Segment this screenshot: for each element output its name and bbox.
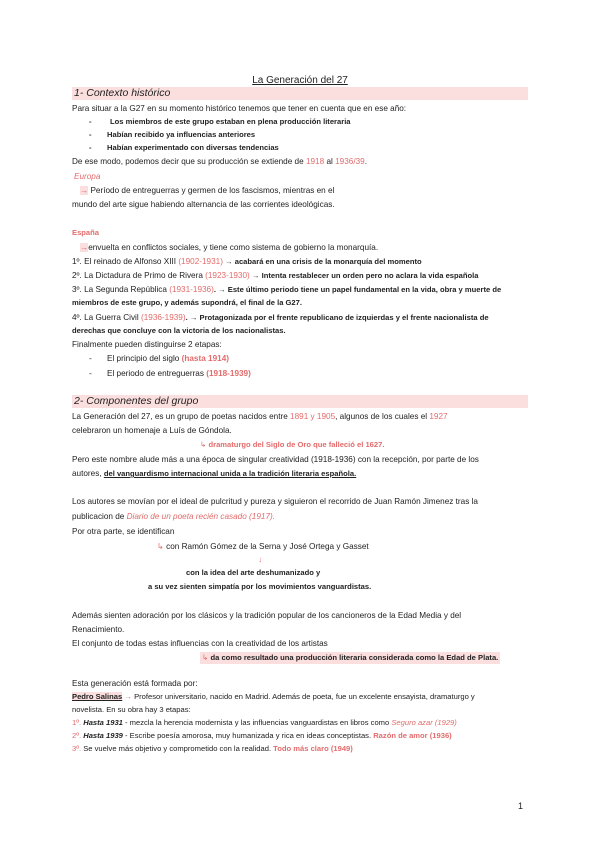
section-heading-context: 1- Contexto histórico — [72, 87, 528, 100]
espana-item-4: 4º. La Guerra Civil (1936-1939). → Protagonizada por el frente republicano de izquierdas y el frente nacionalista de — [72, 313, 489, 322]
europa-line-1: → Período de entreguerras y germen de los fascismos, mientras en el — [80, 186, 335, 195]
components-p2: Pero este nombre alude más a una época de singular creatividad (1918-1936) con la recepción, por parte de los — [72, 455, 479, 464]
page-title: La Generación del 27 — [252, 75, 348, 86]
gongora-note: ↳ dramaturgo del Siglo de Oro que falleció el 1627. — [200, 440, 385, 449]
bullet-item: - — [89, 354, 92, 363]
etapa-1: El principio del siglo (hasta 1914) — [107, 354, 229, 363]
salinas-etapa-2: 2º. Hasta 1939 - Escribe poesía amorosa, muy humanizada y rica en ideas conceptistas. Razón de amor (1936) — [72, 731, 452, 740]
formada-intro: Esta generación está formada por: — [72, 679, 198, 688]
section-heading-components: 2- Componentes del grupo — [72, 395, 528, 408]
europa-line-2: mundo del arte sigue habiendo alternancia de las corrientes ideológicas. — [72, 200, 335, 209]
bullet-item: - — [89, 369, 92, 378]
components-p2-cont: autores, del vanguardismo internacional unida a la tradición literaria española. — [72, 469, 357, 478]
down-arrow-icon: ↓ — [258, 555, 263, 564]
page-number: 1 — [517, 801, 523, 811]
espana-item-2: 2º. La Dictadura de Primo de Rivera (1923-1930) → Intenta restablecer un orden pero no aclara la vida española — [72, 271, 479, 280]
salinas-etapa-1: 1º. Hasta 1931 - mezcla la herencia modernista y las influencias vanguardistas en libros como Seguro azar (1929) — [72, 718, 457, 727]
bullet-item: - — [89, 117, 92, 126]
espana-item-3: 3º. La Segunda República (1931-1936). → Este último periodo tiene un papel fundamental en la vida, obra y muerte de — [72, 285, 502, 294]
components-p4: Por otra parte, se identifican — [72, 527, 175, 536]
components-p5-cont: Renacimiento. — [72, 625, 125, 634]
components-p4-idea: con la idea del arte deshumanizado y — [186, 568, 321, 577]
bullet-item: - — [89, 130, 92, 139]
components-p4-vang: a su vez sienten simpatía por los movimientos vanguardistas. — [148, 582, 372, 591]
components-p5: Además sienten adoración por los clásicos y la tradición popular de los cancioneros de la Edad Media y del — [72, 611, 462, 620]
bullet-item: - — [89, 143, 92, 152]
components-p1-cont: celebraron un homenaje a Luís de Góndola. — [72, 426, 232, 435]
etapa-2: El periodo de entreguerras (1918-1939) — [107, 369, 251, 378]
components-p3: Los autores se movían por el ideal de pulcritud y pureza y siguieron el recorrido de Juan Ramón Jimenez tras la — [72, 497, 478, 506]
espana-item-1: 1º. El reinado de Alfonso XIII (1902-1931) → acabará en una crisis de la monarquía del momento — [72, 257, 422, 266]
etapas-intro: Finalmente pueden distinguirse 2 etapas: — [72, 340, 222, 349]
components-p4-names: ↳ con Ramón Gómez de la Serna y José Ortega y Gasset — [157, 542, 369, 551]
bullet-text: Habían experimentado con diversas tendencias — [107, 143, 279, 152]
espana-label: España — [72, 228, 100, 237]
europa-label: Europa — [74, 172, 101, 181]
pedro-salinas-line-2: novelista. En su obra hay 3 etapas: — [72, 705, 191, 714]
components-p6: El conjunto de todas estas influencias con la creatividad de los artistas — [72, 639, 328, 648]
salinas-etapa-3: 3º. Se vuelve más objetivo y comprometido con la realidad. Todo más claro (1949) — [72, 744, 353, 753]
production-range: De ese modo, podemos decir que su producción se extiende de 1918 al 1936/39. — [72, 157, 367, 166]
espana-item-3-cont: miembros de este grupo, y además supondrá, el final de la G27. — [72, 298, 302, 307]
espana-line: →envuelta en conflictos sociales, y tiene como sistema de gobierno la monarquía. — [80, 243, 379, 252]
context-intro: Para situar a la G27 en su momento histórico tenemos que tener en cuenta que en ese año: — [72, 104, 407, 113]
components-p3-cont: publicacion de Diario de un poeta recién casado (1917). — [72, 512, 276, 521]
pedro-salinas-line-1: Pedro Salinas → Profesor universitario, nacido en Madrid. Además de poeta, fue un excelente ensayista, dramaturgo y — [72, 692, 475, 701]
espana-item-4-cont: derechas que concluye con la victoria de los nacionalistas. — [72, 326, 286, 335]
bullet-text: Los miembros de este grupo estaban en plena producción literaria — [110, 117, 351, 126]
bullet-text: Habían recibido ya influencias anteriores — [107, 130, 256, 139]
components-p1: La Generación del 27, es un grupo de poetas nacidos entre 1891 y 1905, algunos de los cuales el 1927 — [72, 412, 448, 421]
components-p6-result: ↳ da como resultado una producción literaria considerada como la Edad de Plata. — [200, 652, 500, 664]
